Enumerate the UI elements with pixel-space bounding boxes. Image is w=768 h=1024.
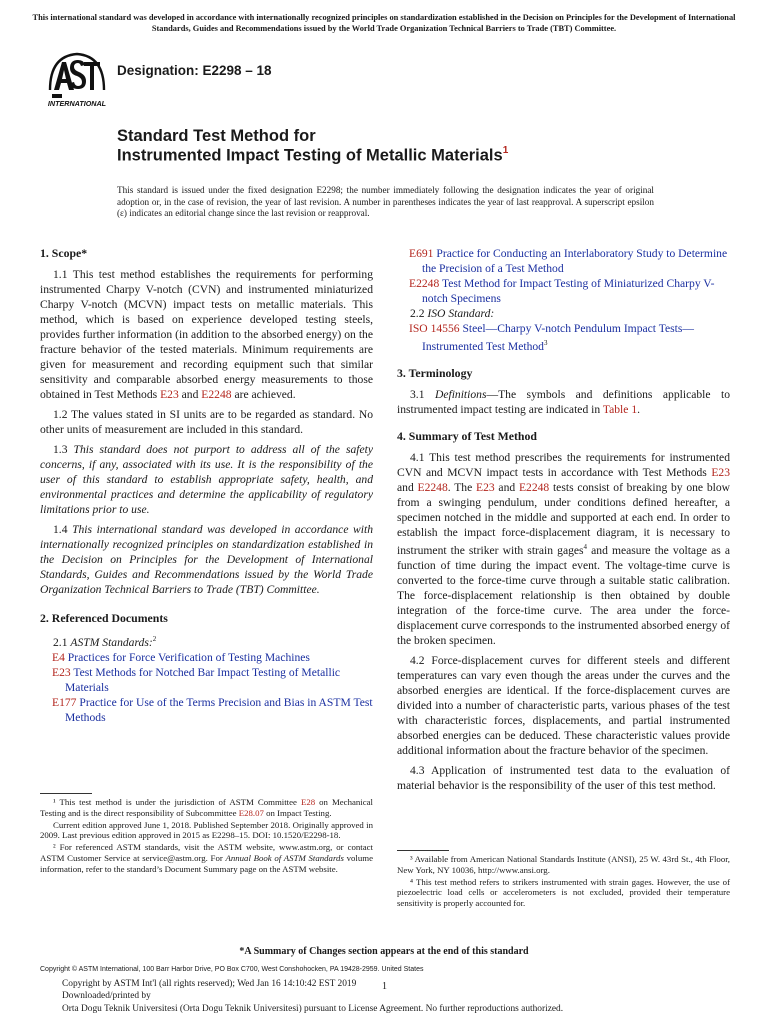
title-line-1: Standard Test Method for bbox=[117, 127, 316, 145]
title-line-2 bbox=[117, 146, 508, 166]
download-line-1: Copyright by ASTM Int'l (all rights reserved); Wed Jan 16 14:10:42 EST 2019 bbox=[62, 979, 357, 989]
link-e2248-summary-2[interactable]: E2248 bbox=[518, 480, 550, 494]
footnote-1-edition: Current edition approved June 1, 2018. Published September 2018. Originally approved in 2009. Last previous edition approved in 2015 as E2298–15. DOI: 10.1520/E2298-18. bbox=[40, 819, 373, 841]
designation: Designation: E2298 – 18 bbox=[117, 63, 272, 78]
link-e2248-summary[interactable]: E2248 bbox=[417, 480, 448, 494]
download-line-3: Orta Dogu Teknik Universitesi (Orta Dogu Teknik Universitesi) pursuant to License Agreement. No further reproductions authorized. bbox=[62, 1003, 564, 1014]
right-column bbox=[397, 246, 730, 798]
summary-4-1: 4.1 This test method prescribes the requirements for instrumented CVN and MCVN impact tests in accordance with Test Methods E23 and E2248. The E23 and E2248 tests consist of breaking by one blow from a swinging pendulum, under conditions defined hereafter, a specimen notched in the middle and supported at each end. In order to establish the impact force-displacement diagram, it is necessary to instrument the striker with strain gages$^4$ and measure the voltage as a function of time during the impact event. The voltage-time curve is converted to the force-time curve through a suitable static calibration. The force-displacement relationship is then obtained by double integration of the force-time curve. The area under the force-displacement curve corresponds to the instrumented absorbed energy of the broken specimen. bbox=[397, 450, 731, 647]
ref-item-iso-14556[interactable]: ISO 14556 Steel—Charpy V-notch Pendulum Impact Tests—Instrumented Test Method$^3$ bbox=[409, 322, 694, 353]
page-number: 1 bbox=[382, 981, 387, 992]
referenced-heading: 2. Referenced Documents bbox=[40, 611, 168, 625]
footnotes-right bbox=[397, 854, 730, 910]
link-e23-summary-2[interactable]: E23 bbox=[476, 480, 495, 494]
logo-text: INTERNATIONAL bbox=[47, 99, 107, 108]
iso-standard-label: 2.2 ISO Standard: bbox=[410, 307, 495, 320]
terminology-3-1: 3.1 Definitions—The symbols and definitions applicable to instrumented impact testing are indicated in Table 1. bbox=[397, 387, 731, 416]
link-e2248[interactable]: E2248 bbox=[201, 388, 232, 401]
ref-item-e691[interactable]: E691 Practice for Conducting an Interlaboratory Study to Determine the Precision of a Test Method bbox=[409, 247, 728, 275]
scope-heading: 1. Scope* bbox=[40, 246, 88, 260]
link-table-1[interactable]: Table 1 bbox=[602, 402, 638, 416]
footnote-1: ¹ This test method is under the jurisdiction of ASTM Committee E28 on Mechanical Testing and is the direct responsibility of Subcommittee E28.07 on Impact Testing. bbox=[40, 797, 373, 818]
summary-4-2: 4.2 Force-displacement curves for different steels and different temperatures can vary even though the areas under the curves and the absorbed energies are identical. If the force-displacement curves are divided into a number of characteristic parts, various phases of the test with characteristic forces, displacements, and partial instrumented absorbed energies can be deduced. These characteristic values provide additional information about the fracture behavior of the specimen. bbox=[397, 653, 730, 757]
footnotes-left bbox=[40, 797, 373, 876]
footnote-separator-right bbox=[397, 850, 449, 851]
international-notice: This international standard was developed in accordance with internationally recognized principles on standardization established in the Decision on Principles for the Development of International Standards, Guides and Recommendations issued by the World Trade Organization Technical Barriers to Trade (TBT) Committee. bbox=[32, 13, 736, 33]
astm-logo bbox=[40, 50, 114, 108]
link-e23-summary[interactable]: E23 bbox=[711, 465, 730, 479]
scope-1-1: 1.1 This test method establishes the requirements for performing instrumented Charpy V-notch (CVN) and instrumented miniaturized Charpy V-notch (MCVN) impact tests on metallic materials. This method, which is based on experience developed testing steels, provides further information (in addition to the absorbed energy) on the fracture behavior of the tested materials. Minimum requirements are given for measurement and recording equipment such that similar sensitivity and comparable absorbed energy measurements to those obtained in Test Methods E23 and E2248 are achieved. bbox=[40, 268, 373, 401]
summary-4-3: 4.3 Application of instrumented test data to the evaluation of material behavior is the responsibility of the user of this test method. bbox=[397, 763, 730, 792]
title-footnote-link[interactable]: 1 bbox=[502, 145, 509, 156]
link-e23[interactable]: E23 bbox=[160, 388, 179, 401]
scope-1-4: 1.4 This international standard was developed in accordance with internationally recognized principles on standardization established in the Decision on Principles for the Development of International Standards, Guides and Recommendations issued by the World Trade Organization Technical Barriers to Trade (TBT) Committee. bbox=[40, 523, 373, 596]
ref-item-e177[interactable]: E177 Practice for Use of the Terms Precision and Bias in ASTM Test Methods bbox=[52, 695, 373, 724]
terminology-heading: 3. Terminology bbox=[397, 365, 473, 380]
link-e28-07[interactable]: E28.07 bbox=[238, 807, 264, 818]
download-notice bbox=[62, 978, 752, 1015]
scope-1-2: 1.2 The values stated in SI units are to be regarded as standard. No other units of measurement are included in this standard. bbox=[40, 408, 373, 436]
footnote-3: ³ Available from American National Standards Institute (ANSI), 25 W. 43rd St., 4th Floor, New York, NY 10036, http://www.ansi.org. bbox=[397, 854, 730, 875]
scope-1-3: 1.3 This standard does not purport to address all of the safety concerns, if any, associated with its use. It is the responsibility of the user of this standard to establish appropriate safety, health, and environmental practices and determine the applicability of regulatory limitations prior to use. bbox=[40, 443, 374, 516]
summary-heading: 4. Summary of Test Method bbox=[397, 428, 537, 443]
copyright-line: Copyright © ASTM International, 100 Barr Harbor Drive, PO Box C700, West Conshohocken, PA 19428-2959. United States bbox=[40, 966, 424, 973]
ref-item-e2248[interactable]: E2248 Test Method for Impact Testing of Miniaturized Charpy V-notch Specimens bbox=[409, 277, 715, 305]
footnote-separator-left bbox=[40, 793, 92, 794]
ref-item-e23[interactable]: E23 Test Methods for Notched Bar Impact Testing of Metallic Materials bbox=[52, 665, 341, 694]
summary-of-changes-note: *A Summary of Changes section appears at the end of this standard bbox=[239, 946, 529, 957]
left-column bbox=[40, 246, 373, 725]
astm-standards-label: 2.1 ASTM Standards:$^2$ bbox=[53, 635, 157, 649]
ref-item-e4[interactable]: E4 Practices for Force Verification of Testing Machines bbox=[52, 650, 310, 664]
title-text: Instrumented Impact Testing of Metallic Materials bbox=[117, 146, 503, 165]
footnote-2: ² For referenced ASTM standards, visit the ASTM website, www.astm.org, or contact ASTM Customer Service at service@astm.org. For Annual Book of ASTM Standards volume information, refer to the standard’s Document Summary page on the ASTM website. bbox=[40, 842, 373, 874]
standard-notice: This standard is issued under the fixed designation E2298; the number immediately following the designation indicates the year of original adoption or, in the case of revision, the year of last revision. A number in parentheses indicates the year of last reapproval. A superscript epsilon (ε) indicates an editorial change since the last revision or reapproval. bbox=[117, 185, 654, 218]
link-e28[interactable]: E28 bbox=[300, 797, 316, 807]
download-line-2: Downloaded/printed by bbox=[62, 991, 151, 1002]
footnote-4: ⁴ This test method refers to strikers instrumented with strain gages. However, the use of piezoelectric load cells or accelerometers is not excluded, provided their temperature sensitivity is properly accounted for. bbox=[397, 876, 730, 909]
